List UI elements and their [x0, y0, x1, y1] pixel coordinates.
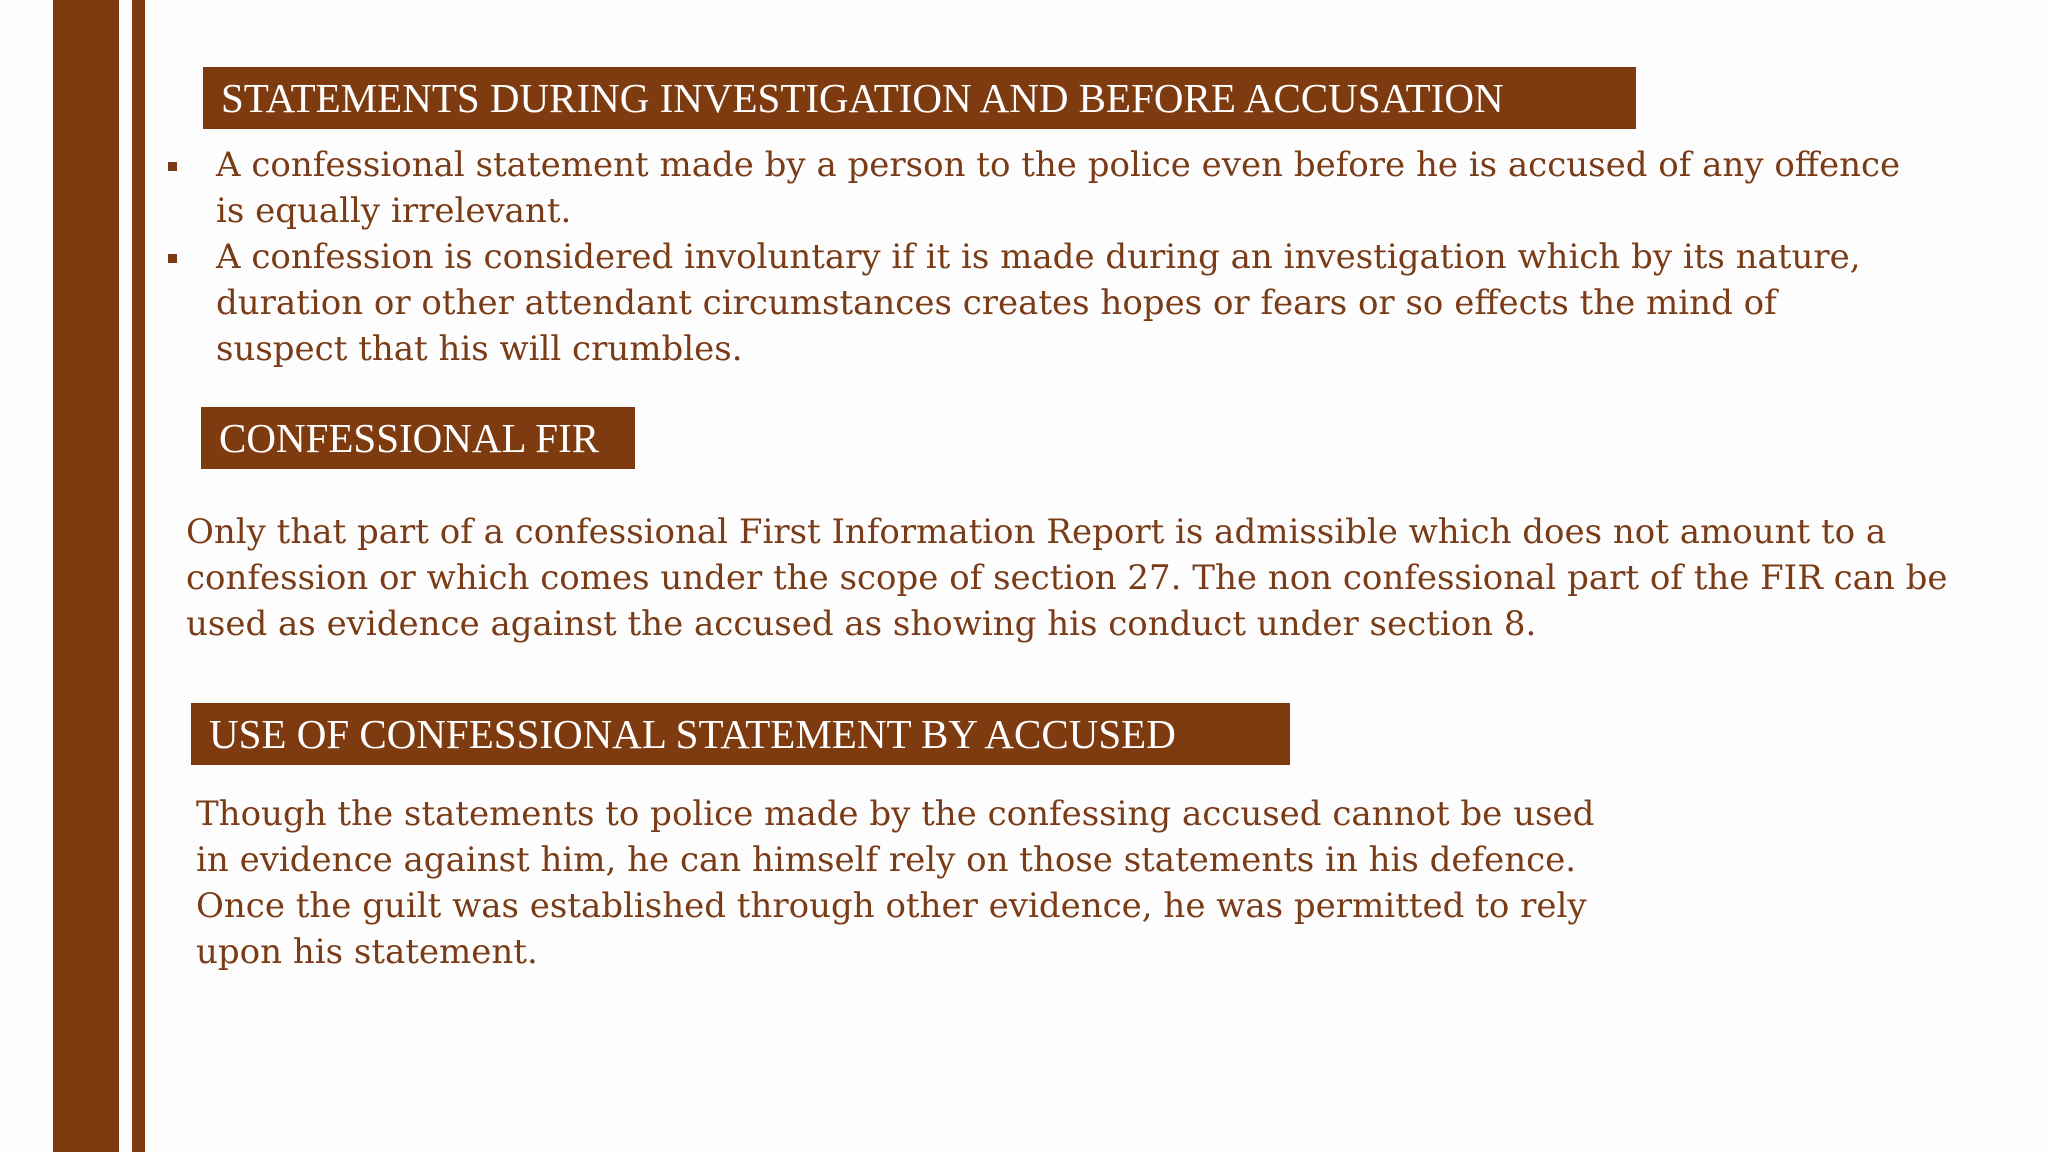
- paragraph-line: confession or which comes under the scope of section 27. The non confessional part of the FIR can be: [186, 558, 1948, 598]
- left-accent-bar: [53, 0, 119, 1152]
- square-bullet-icon: [168, 162, 177, 171]
- section-heading-use-of-confessional-statement: USE OF CONFESSIONAL STATEMENT BY ACCUSED: [191, 703, 1290, 765]
- bullet-text-line: A confession is considered involuntary if it is made during an investigation which by its nature,: [216, 237, 1861, 277]
- bullet-text-line: A confessional statement made by a person to the police even before he is accused of any offence: [216, 145, 1901, 185]
- bullet-text-line: suspect that his will crumbles.: [216, 329, 743, 369]
- bullet-list: [168, 142, 2018, 372]
- paragraph-line: upon his statement.: [196, 932, 538, 972]
- confessional-fir-paragraph: [186, 509, 1948, 647]
- paragraph-line: Though the statements to police made by the confessing accused cannot be used: [196, 794, 1595, 834]
- paragraph-line: in evidence against him, he can himself rely on those statements in his defence.: [196, 840, 1577, 880]
- bullet-text-line: duration or other attendant circumstances creates hopes or fears or so effects the mind of: [216, 283, 1777, 323]
- paragraph-line: used as evidence against the accused as showing his conduct under section 8.: [186, 604, 1537, 644]
- section-heading-confessional-fir: CONFESSIONAL FIR: [201, 407, 635, 469]
- left-accent-thin-bar: [132, 0, 145, 1152]
- bullet-text-line: is equally irrelevant.: [216, 191, 572, 231]
- bullet-item: [168, 234, 2018, 372]
- bullet-item: [168, 142, 2018, 234]
- square-bullet-icon: [168, 254, 177, 263]
- paragraph-line: Once the guilt was established through other evidence, he was permitted to rely: [196, 886, 1587, 926]
- use-of-statement-paragraph: [196, 791, 1594, 975]
- paragraph-line: Only that part of a confessional First Information Report is admissible which does not amount to a: [186, 512, 1887, 552]
- section-heading-statements-during-investigation: STATEMENTS DURING INVESTIGATION AND BEFORE ACCUSATION: [203, 67, 1636, 129]
